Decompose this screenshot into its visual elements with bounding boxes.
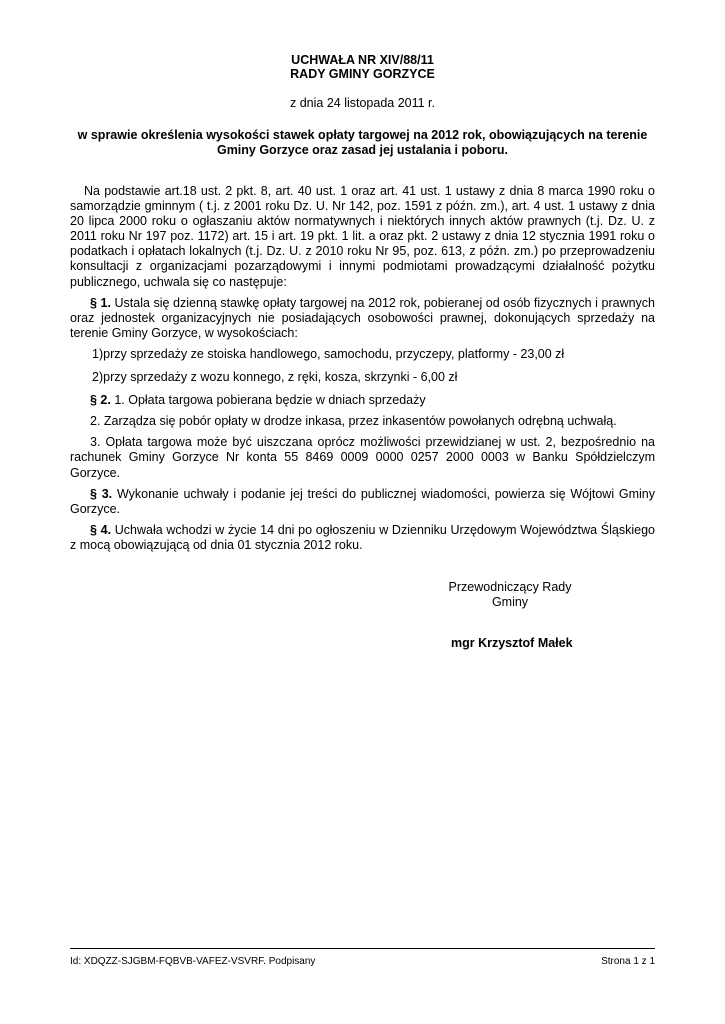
section-4-mark: § 4. bbox=[90, 522, 112, 537]
section-2-mark: § 2. bbox=[90, 393, 111, 408]
council-name: RADY GMINY GORZYCE bbox=[290, 67, 435, 81]
rate-item-1: 1)przy sprzedaży ze stoiska handlowego, samochodu, przyczepy, platformy - 23,00 zł bbox=[92, 346, 565, 361]
signatory-role-line1: Przewodniczący Rady bbox=[448, 580, 572, 594]
section-2-point-3: 3. Opłata targowa może być uiszczana oprócz możliwości przewidzianej w ust. 2, bezpośrednio na rachunek Gminy Gorzyce Nr konta 55 8469 0009 0000 0257 2000 0003 w Banku Spółdzielczym Gorzyce. bbox=[70, 435, 655, 480]
section-3-mark: § 3. bbox=[90, 486, 113, 501]
resolution-subject: w sprawie określenia wysokości stawek opłaty targowej na 2012 rok, obowiązujących na terenie Gminy Gorzyce oraz zasad jej ustalania i poboru. bbox=[77, 128, 648, 157]
section-1-mark: § 1. bbox=[90, 295, 111, 310]
document-body bbox=[70, 184, 655, 559]
section-1-text: Ustala się dzienną stawkę opłaty targowej na 2012 rok, pobieranej od osób fizycznych i prawnych oraz jednostek organizacyjnych nie posiadających osobowości prawnej, dokonujących sprzedaży na terenie Gminy Gorzyce, w wysokościach: bbox=[70, 295, 655, 340]
section-3 bbox=[70, 487, 655, 517]
resolution-number: UCHWAŁA NR XIV/88/11 bbox=[291, 53, 434, 67]
document-id: Id: XDQZZ-SJGBM-FQBVB-VAFEZ-VSVRF. Podpisany bbox=[70, 956, 316, 967]
section-4-text: Uchwała wchodzi w życie 14 dni po ogłoszeniu w Dzienniku Urzędowym Województwa Śląskiego z mocą obowiązującą od dnia 01 stycznia 2012 roku. bbox=[70, 522, 655, 552]
footer-divider bbox=[70, 948, 655, 949]
section-2-point-2: 2. Zarządza się pobór opłaty w drodze inkasa, przez inkasentów powołanych odrębną uchwałą. bbox=[90, 414, 617, 429]
page-number: Strona 1 z 1 bbox=[601, 956, 655, 967]
section-1 bbox=[70, 296, 655, 341]
rate-item-2: 2)przy sprzedaży z wozu konnego, z ręki, kosza, skrzynki - 6,00 zł bbox=[92, 370, 458, 385]
section-2-text: 1. Opłata targowa pobierana będzie w dniach sprzedaży bbox=[110, 393, 426, 408]
signatory-name: mgr Krzysztof Małek bbox=[451, 636, 573, 650]
section-2 bbox=[70, 393, 655, 408]
section-4 bbox=[70, 523, 655, 553]
signatory-role-line2: Gminy bbox=[491, 595, 529, 609]
resolution-date: z dnia 24 listopada 2011 r. bbox=[289, 96, 435, 110]
document-page bbox=[70, 0, 655, 1024]
section-3-text: Wykonanie uchwały i podanie jej treści do publicznej wiadomości, powierza się Wójtowi Gminy Gorzyce. bbox=[70, 486, 656, 516]
legal-basis-paragraph: Na podstawie art.18 ust. 2 pkt. 8, art. 40 ust. 1 oraz art. 41 ust. 1 ustawy z dnia 8 marca 1990 roku o samorządzie gminnym ( t.j. z 2001 roku Dz. U. Nr 142, poz. 1591 z późn. zm.), art. 4 ust. 1 ustawy z dnia 20 lipca 2000 roku o ogłaszaniu aktów normatywnych i niektórych innych aktów prawnych (t.j. Dz. U. z 2011 roku Nr 197 poz. 1172) art. 15 i art. 19 pkt. 1 lit. a oraz pkt. 2 ustawy z dnia 12 stycznia 1991 roku o podatkach i opłatach lokalnych (t.j. Dz. U. z 2010 roku Nr 95, poz. 613, z późn. zm.) po przeprowadzeniu konsultacji z organizacjami pozarządowymi i innymi podmiotami prowadzącymi działalność pożytku publicznego, uchwala się co następuje: bbox=[70, 184, 655, 289]
